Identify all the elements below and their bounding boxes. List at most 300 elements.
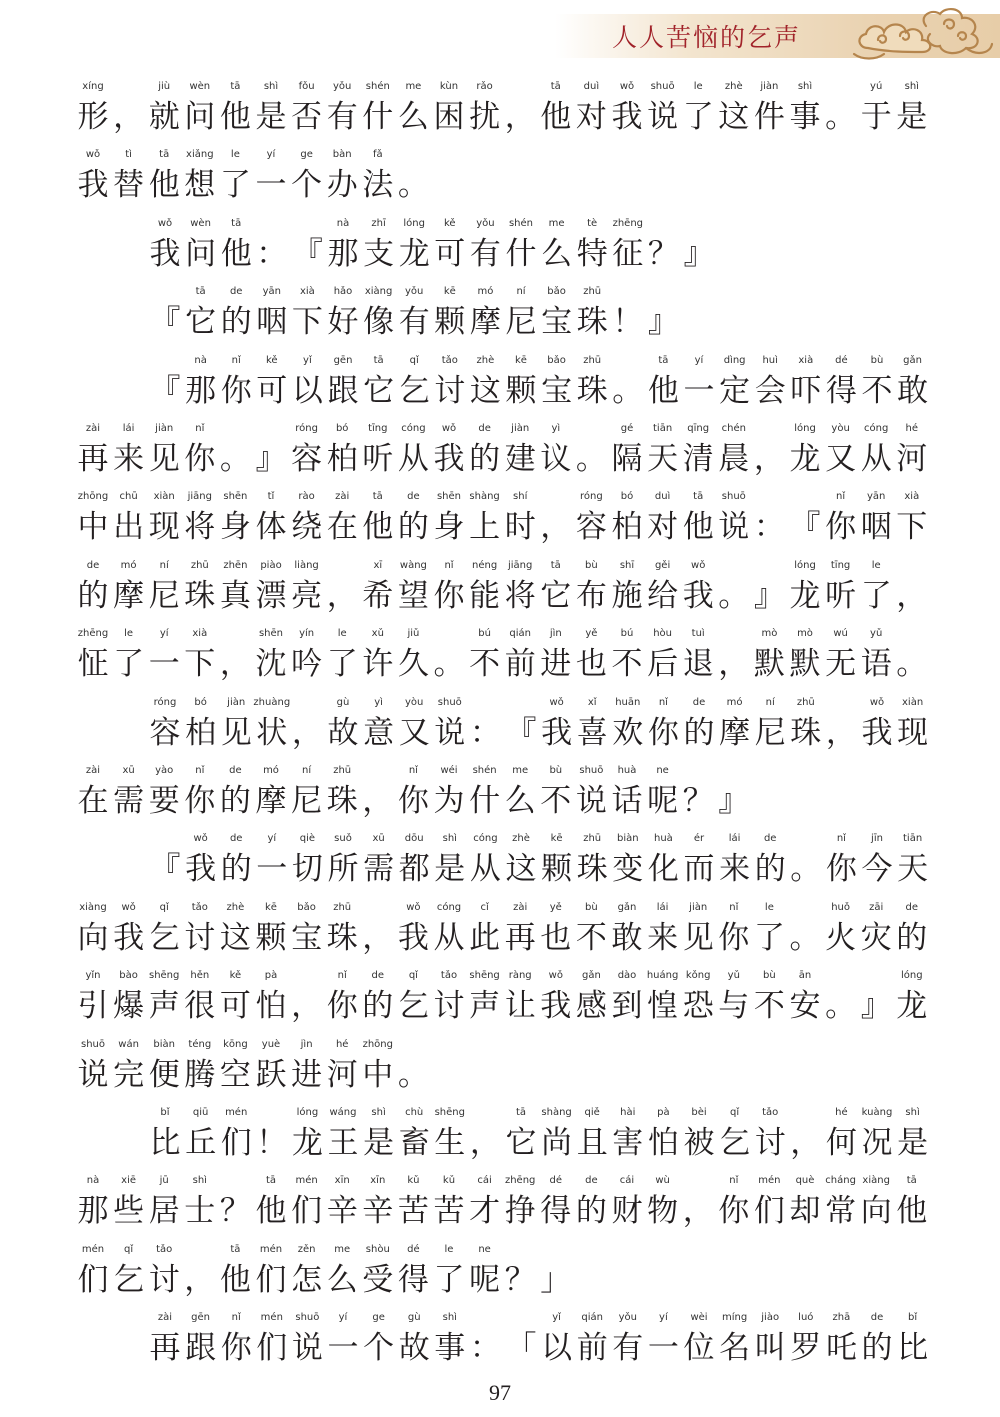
pinyin: shēn <box>436 491 462 503</box>
pinyin: gù <box>407 1312 421 1324</box>
hanzi: 你 <box>647 714 679 751</box>
hanzi: 么 <box>397 99 429 135</box>
pinyin: xǐ <box>587 696 597 708</box>
pinyin: qǐ <box>159 901 169 913</box>
pinyin: kùn <box>439 81 459 92</box>
pinyin: jiàn <box>511 423 530 434</box>
hanzi: 呢 <box>469 1261 501 1298</box>
pinyin: lóng <box>794 423 816 434</box>
pinyin: wéi <box>440 765 458 776</box>
pinyin: zhēng <box>77 628 109 640</box>
hanzi: ， <box>896 577 928 614</box>
pinyin: xiàn <box>902 696 924 708</box>
hanzi: 前 <box>576 1330 608 1367</box>
pinyin: bó <box>194 696 207 708</box>
hanzi: 不 <box>575 919 607 956</box>
hanzi: 常 <box>825 1193 857 1230</box>
pinyin: nǐ <box>231 1312 241 1324</box>
pinyin <box>385 1038 441 1052</box>
hanzi: 中 <box>362 1056 394 1093</box>
pinyin: gǎn <box>617 901 637 913</box>
hanzi: 』 <box>860 988 892 1025</box>
pinyin: tā <box>372 491 383 503</box>
hanzi: 么 <box>541 235 573 272</box>
hanzi: ， <box>184 1261 216 1298</box>
hanzi: 许 <box>362 646 394 683</box>
hanzi: 颗 <box>541 851 573 888</box>
hanzi: 位 <box>683 1330 715 1367</box>
hanzi: 摩 <box>469 304 501 341</box>
pinyin: gé <box>620 423 634 434</box>
pinyin: qiě <box>584 1107 600 1118</box>
pinyin: bǎo <box>547 354 566 366</box>
pinyin: jiāng <box>508 559 533 571</box>
hanzi: 从 <box>397 441 429 477</box>
hanzi: 你 <box>825 509 857 546</box>
pinyin: de <box>870 1312 884 1324</box>
pinyin: qián <box>509 628 531 640</box>
pinyin: shēng <box>148 970 180 982</box>
hanzi: 不 <box>753 988 785 1025</box>
hanzi: 你 <box>220 1330 252 1367</box>
hanzi: 』 <box>255 441 287 477</box>
text-line <box>75 490 939 550</box>
pinyin: shì <box>263 81 279 92</box>
hanzi: 你 <box>718 1193 750 1230</box>
pinyin: zhū <box>583 833 602 845</box>
pinyin: zhēn <box>223 559 248 571</box>
pinyin: nǐ <box>408 765 418 776</box>
pinyin: zhī <box>371 217 386 229</box>
pinyin: yǐ <box>552 1312 561 1324</box>
hanzi: 时 <box>504 509 536 546</box>
pinyin: fǒu <box>298 81 315 92</box>
hanzi: 。 <box>612 372 644 409</box>
hanzi: 一 <box>683 372 715 409</box>
pinyin: yǒu <box>618 1312 637 1324</box>
hanzi: 以 <box>291 372 323 409</box>
pinyin: zhū <box>333 901 352 913</box>
pinyin: yuè <box>261 1038 281 1050</box>
hanzi: 。 <box>575 441 607 477</box>
pinyin: zěn <box>297 1243 316 1255</box>
hanzi: ？ <box>647 235 679 272</box>
hanzi: ： <box>469 714 501 751</box>
hanzi: 讨 <box>184 919 216 956</box>
hanzi: 有 <box>326 99 358 135</box>
pinyin: de <box>371 970 385 982</box>
pinyin: le <box>124 628 134 640</box>
text-line <box>75 969 939 1029</box>
hanzi: 想 <box>184 167 216 204</box>
pinyin: shì <box>371 1107 386 1118</box>
hanzi: 『 <box>291 235 323 272</box>
hanzi: 丘 <box>185 1125 217 1161</box>
pinyin: kē <box>515 354 527 366</box>
hanzi: 中 <box>77 509 109 546</box>
hanzi: 它 <box>363 372 395 409</box>
hanzi: 你 <box>718 919 750 956</box>
pinyin: shì <box>797 81 813 92</box>
hanzi: 默 <box>753 646 785 683</box>
hanzi: ？ <box>219 1193 251 1230</box>
hanzi: ： <box>469 1330 501 1367</box>
hanzi: 你 <box>326 988 358 1025</box>
pinyin: zhū <box>796 696 815 708</box>
hanzi: 的 <box>754 851 786 888</box>
pinyin: tiān <box>903 833 923 845</box>
hanzi: ！ <box>612 304 644 341</box>
hanzi: 在 <box>77 783 109 819</box>
hanzi: 有 <box>612 1330 644 1367</box>
hanzi: 们 <box>77 1261 109 1298</box>
hanzi: 的 <box>219 783 251 819</box>
pinyin: bù <box>585 559 598 571</box>
pinyin: què <box>795 1175 815 1187</box>
hanzi: 。 <box>825 988 857 1025</box>
pinyin: wǒ <box>619 81 635 92</box>
hanzi: 。 <box>789 919 821 956</box>
hanzi: 。 <box>718 577 750 614</box>
hanzi: 叫 <box>754 1330 786 1367</box>
pinyin: tā <box>515 1107 527 1118</box>
pinyin: ne <box>656 765 669 776</box>
hanzi: 得 <box>540 1193 572 1230</box>
pinyin: shuō <box>579 765 604 776</box>
hanzi: 来 <box>647 919 679 956</box>
hanzi: 亮 <box>291 577 323 614</box>
hanzi: 体 <box>255 509 287 546</box>
hanzi: 晨 <box>718 441 750 477</box>
pinyin: de <box>585 1175 598 1187</box>
pinyin: qǐ <box>408 970 418 982</box>
hanzi: 安 <box>789 988 821 1025</box>
hanzi: 从 <box>860 441 892 477</box>
hanzi: 现 <box>897 714 929 751</box>
pinyin: zhēng <box>612 217 644 229</box>
hanzi: 容 <box>575 509 607 546</box>
hanzi: 爆 <box>113 988 145 1025</box>
hanzi: 从 <box>469 851 501 888</box>
pinyin: chù <box>405 1107 424 1118</box>
hanzi: 是 <box>255 99 287 135</box>
hanzi: 我 <box>541 714 573 751</box>
pinyin: kǔ <box>442 1175 456 1187</box>
hanzi: 可 <box>434 235 466 272</box>
pinyin: le <box>444 1243 454 1255</box>
hanzi: 财 <box>611 1193 643 1230</box>
hanzi: 他 <box>219 99 251 135</box>
hanzi: 苦 <box>397 1193 429 1230</box>
pinyin: róng <box>295 423 318 434</box>
hanzi: 尼 <box>505 304 537 341</box>
pinyin: ní <box>302 765 312 776</box>
pinyin: mò <box>761 628 778 640</box>
hanzi: 龙 <box>789 577 821 614</box>
pinyin: dé <box>549 1175 563 1187</box>
hanzi: 再 <box>77 441 109 477</box>
hanzi: 怎 <box>291 1261 323 1298</box>
hanzi: 他 <box>219 1261 251 1298</box>
pinyin: gěi <box>654 559 671 571</box>
hanzi: 不 <box>611 646 643 683</box>
pinyin: mén <box>225 1107 248 1118</box>
hanzi: 后 <box>647 646 679 683</box>
hanzi: ， <box>113 99 145 135</box>
pinyin: mén <box>81 1243 105 1255</box>
hanzi: 身 <box>219 509 251 546</box>
pinyin: wǒ <box>193 833 208 845</box>
pinyin: tì <box>125 149 132 161</box>
hanzi: 望 <box>397 577 429 614</box>
pinyin: tǎo <box>762 1107 779 1118</box>
pinyin: huà <box>617 765 637 776</box>
pinyin: yǔ <box>727 970 740 982</box>
hanzi: 便 <box>148 1056 180 1093</box>
pinyin: nà <box>86 1175 100 1187</box>
pinyin <box>385 148 441 162</box>
pinyin: yì <box>551 423 561 434</box>
pinyin: qián <box>581 1312 603 1324</box>
hanzi: 。 <box>896 646 928 683</box>
pinyin: le <box>871 559 881 571</box>
hanzi: 河 <box>896 441 928 477</box>
hanzi: 事 <box>434 1330 466 1367</box>
hanzi: 颗 <box>255 919 287 956</box>
pinyin: de <box>692 696 706 708</box>
pinyin: de <box>763 833 777 845</box>
pinyin: liàng <box>294 559 319 571</box>
pinyin: shēng <box>469 970 500 982</box>
pinyin: zhēng <box>504 1175 536 1187</box>
hanzi: 』 <box>647 304 679 341</box>
pinyin: zhè <box>512 833 530 845</box>
hanzi: 又 <box>398 714 430 751</box>
pinyin: le <box>337 628 347 640</box>
hanzi: 见 <box>220 714 252 751</box>
pinyin: shén <box>365 81 390 92</box>
pinyin: xià <box>798 354 814 366</box>
pinyin: yǒu <box>333 81 352 92</box>
pinyin: hé <box>835 1107 848 1118</box>
hanzi: 才 <box>469 1193 501 1230</box>
pinyin: chén <box>721 423 746 434</box>
pinyin <box>528 1243 584 1257</box>
pinyin: dé <box>835 354 848 366</box>
hanzi: 我 <box>861 714 893 751</box>
hanzi: 的 <box>397 509 429 546</box>
pinyin: lái <box>122 423 135 434</box>
hanzi: 名 <box>719 1330 751 1367</box>
pinyin: jiàn <box>227 696 246 708</box>
pinyin: bǎo <box>547 286 566 298</box>
hanzi: ， <box>718 646 750 683</box>
pinyin: zhōng <box>362 1038 393 1050</box>
pinyin: hài <box>620 1107 636 1118</box>
pinyin: kě <box>229 970 242 982</box>
hanzi: 的 <box>469 441 501 477</box>
hanzi: 漂 <box>255 577 287 614</box>
pinyin: de <box>229 833 243 845</box>
hanzi: 摩 <box>255 783 287 819</box>
hanzi: 它 <box>185 304 217 341</box>
pinyin: zhè <box>226 901 245 913</box>
hanzi: 变 <box>612 851 644 888</box>
hanzi: ， <box>362 783 394 819</box>
pinyin: kuàng <box>861 1107 893 1118</box>
pinyin: me <box>334 1243 351 1255</box>
hanzi: 不 <box>469 646 501 683</box>
hanzi: 乞 <box>397 988 429 1025</box>
pinyin: nǐ <box>658 696 668 708</box>
hanzi: 故 <box>327 714 359 751</box>
hanzi: 被 <box>683 1125 715 1161</box>
pinyin: wǒ <box>691 559 706 571</box>
hanzi: 再 <box>504 919 536 956</box>
pinyin: dìng <box>723 354 746 366</box>
pinyin: ràng <box>508 970 532 982</box>
hanzi: 。 <box>825 99 857 135</box>
hanzi: 辛 <box>326 1193 358 1230</box>
hanzi: 尼 <box>291 783 323 819</box>
hanzi: 我 <box>113 919 145 956</box>
pinyin: shòu <box>365 1243 390 1255</box>
pinyin: bù <box>549 765 563 776</box>
hanzi: 意 <box>363 714 395 751</box>
pinyin: wáng <box>329 1107 357 1118</box>
pinyin: xíng <box>82 81 104 92</box>
hanzi: 我 <box>611 99 643 135</box>
hanzi: 什 <box>362 99 394 135</box>
pinyin: shēn <box>258 628 284 640</box>
hanzi: 们 <box>291 1193 323 1230</box>
hanzi: 那 <box>185 372 217 409</box>
hanzi: 这 <box>505 851 537 888</box>
hanzi: 办 <box>326 167 358 204</box>
pinyin: kē <box>265 901 277 913</box>
hanzi: 默 <box>789 646 821 683</box>
hanzi: 个 <box>291 167 323 204</box>
pinyin: lóng <box>296 1107 319 1118</box>
pinyin: suǒ <box>334 833 352 845</box>
pinyin: ān <box>798 970 812 982</box>
pinyin: yě <box>585 628 598 640</box>
pinyin: huà <box>653 833 673 845</box>
hanzi: 他 <box>682 509 714 546</box>
pinyin: yí <box>266 149 276 161</box>
hanzi: 腾 <box>184 1056 216 1093</box>
pinyin: xǔ <box>371 628 384 640</box>
hanzi: 定 <box>719 372 751 409</box>
hanzi: ！ <box>256 1125 288 1161</box>
pinyin: xià <box>192 628 208 640</box>
pinyin: jiǔ <box>407 628 420 640</box>
hanzi: 也 <box>540 919 572 956</box>
hanzi: 。 <box>790 851 822 888</box>
hanzi: 所 <box>327 851 359 888</box>
pinyin: hěn <box>190 970 210 982</box>
pinyin: xīn <box>334 1175 350 1187</box>
hanzi: 他 <box>540 99 572 135</box>
pinyin: shuō <box>437 696 462 708</box>
pinyin: lóng <box>901 970 923 982</box>
hanzi: 让 <box>504 988 536 1025</box>
hanzi: 又 <box>825 441 857 477</box>
hanzi: ， <box>291 714 323 751</box>
pinyin: tǎo <box>191 901 208 913</box>
pinyin: shén <box>472 765 497 776</box>
hanzi: 故 <box>398 1330 430 1367</box>
hanzi: 『 <box>149 304 181 341</box>
pinyin: wǒ <box>549 696 564 708</box>
pinyin: nǐ <box>195 423 205 434</box>
hanzi: 龙 <box>789 441 821 477</box>
pinyin: duì <box>583 81 600 92</box>
pinyin: bú <box>620 628 634 640</box>
hanzi: 从 <box>433 919 465 956</box>
hanzi: 说 <box>647 99 679 135</box>
text-line <box>75 559 939 619</box>
hanzi: 的 <box>220 304 252 341</box>
pinyin: luó <box>798 1312 814 1324</box>
hanzi: ， <box>504 99 536 135</box>
hanzi: 无 <box>825 646 857 683</box>
pinyin: nǐ <box>836 833 846 845</box>
hanzi: 比 <box>149 1125 181 1161</box>
hanzi: 什 <box>505 235 537 272</box>
hanzi: 珠 <box>576 372 608 409</box>
pinyin: yòu <box>831 423 850 434</box>
pinyin: zài <box>335 491 350 503</box>
pinyin: qǐ <box>409 354 419 366</box>
pinyin: jiàn <box>155 423 174 434</box>
hanzi: 特 <box>576 235 608 272</box>
hanzi: 这 <box>219 919 251 956</box>
pinyin: cái <box>477 1175 492 1187</box>
pinyin: ér <box>693 833 705 845</box>
pinyin: yān <box>262 286 281 298</box>
hanzi: 咽 <box>860 509 892 546</box>
pinyin: bàn <box>332 149 352 161</box>
hanzi: 们 <box>753 1193 785 1230</box>
hanzi: 下 <box>896 509 928 546</box>
pinyin: xū <box>372 833 385 845</box>
hanzi: 他 <box>896 1193 928 1230</box>
pinyin: qīng <box>687 423 710 434</box>
pinyin: wèn <box>190 217 211 229</box>
pinyin: tā <box>265 1175 277 1187</box>
pinyin: shēng <box>434 1107 465 1118</box>
hanzi: 它 <box>505 1125 537 1161</box>
hanzi: 是 <box>896 99 928 135</box>
pinyin: jū <box>159 1175 169 1187</box>
hanzi: 完 <box>113 1056 145 1093</box>
hanzi: 了 <box>753 919 785 956</box>
hanzi: 下 <box>291 304 323 341</box>
pinyin: shí <box>513 491 528 503</box>
hanzi: 声 <box>469 988 501 1025</box>
pinyin: tā <box>550 81 561 92</box>
pinyin: xiàng <box>364 286 393 298</box>
pinyin: xiē <box>121 1175 137 1187</box>
hanzi: 退 <box>682 646 714 683</box>
hanzi: 。 <box>397 1056 429 1093</box>
pinyin: tǎo <box>156 1243 173 1255</box>
pinyin: tīng <box>830 559 851 571</box>
hanzi: 我 <box>433 441 465 477</box>
pinyin: jiàn <box>689 901 708 913</box>
text-line <box>75 764 761 824</box>
